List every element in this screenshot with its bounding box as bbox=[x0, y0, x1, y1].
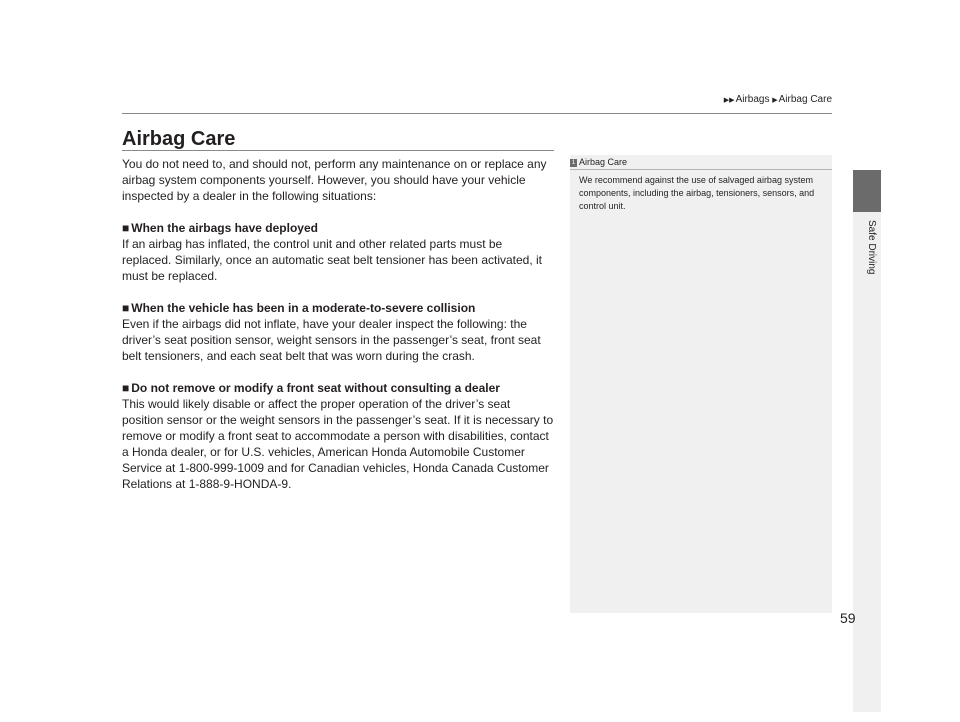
section-heading: ■ Do not remove or modify a front seat without consulting a dealer bbox=[122, 381, 500, 395]
section-airbags-deployed bbox=[122, 220, 554, 284]
section-heading: ■ When the vehicle has been in a moderate-to-severe collision bbox=[122, 301, 476, 315]
section-body: Even if the airbags did not inflate, have your dealer inspect the following: the driver’s seat position sensor, weight sensors in the passenger’s seat, front seat belt tensioners, and each seat belt that was worn during the crash. bbox=[122, 317, 541, 363]
side-note-text: We recommend against the use of salvaged airbag system components, including the airbag, tensioners, sensors, and control unit. bbox=[579, 175, 815, 211]
breadcrumb-airbag-care[interactable]: Airbag Care bbox=[778, 94, 832, 105]
breadcrumb-arrow-icon: ▶▶ bbox=[723, 97, 735, 104]
section-body: This would likely disable or affect the proper operation of the driver’s seat position sensor or the weight sensors in the passenger’s seat. If it is necessary to remove or modify a front seat to accommodate a person with disabilities, contact a Honda dealer, or for U.S. vehicles, American Honda Automobile Customer Service at 1-800-999-1009 and for Canadian vehicles, Honda Canada Customer Relations at 1-888-9-HONDA-9. bbox=[122, 397, 554, 491]
section-body: If an airbag has inflated, the control unit and other related parts must be replaced. Similarly, once an automatic seat belt tensioner has been activated, it must be replaced. bbox=[122, 237, 543, 283]
chapter-tab[interactable] bbox=[853, 170, 881, 212]
side-note-panel bbox=[570, 155, 832, 613]
section-heading: ■ When the airbags have deployed bbox=[122, 221, 318, 235]
breadcrumb-arrow-icon: ▶ bbox=[772, 97, 778, 104]
page-number: 59 bbox=[840, 610, 856, 626]
page-title: Airbag Care bbox=[122, 128, 236, 150]
breadcrumb bbox=[724, 94, 832, 105]
chapter-tab-strip bbox=[853, 212, 881, 712]
section-front-seat bbox=[122, 380, 554, 492]
intro-paragraph: You do not need to, and should not, perform any maintenance on or replace any airbag system components yourself. However, you should have your vehicle inspected by a dealer in the following situations: bbox=[122, 157, 547, 203]
section-collision bbox=[122, 300, 554, 364]
side-note-divider bbox=[570, 169, 832, 170]
square-bullet-icon: ■ bbox=[122, 301, 130, 315]
main-content bbox=[122, 156, 554, 508]
square-bullet-icon: ■ bbox=[122, 381, 130, 395]
chapter-tab-label: Safe Driving bbox=[866, 220, 877, 275]
square-bullet-icon: ■ bbox=[122, 221, 130, 235]
side-note-heading: 1 Airbag Care bbox=[571, 157, 628, 167]
breadcrumb-airbags[interactable]: Airbags bbox=[735, 94, 770, 105]
note-marker-icon: 1 bbox=[571, 160, 576, 166]
title-divider bbox=[122, 150, 554, 151]
header-divider bbox=[122, 113, 832, 114]
